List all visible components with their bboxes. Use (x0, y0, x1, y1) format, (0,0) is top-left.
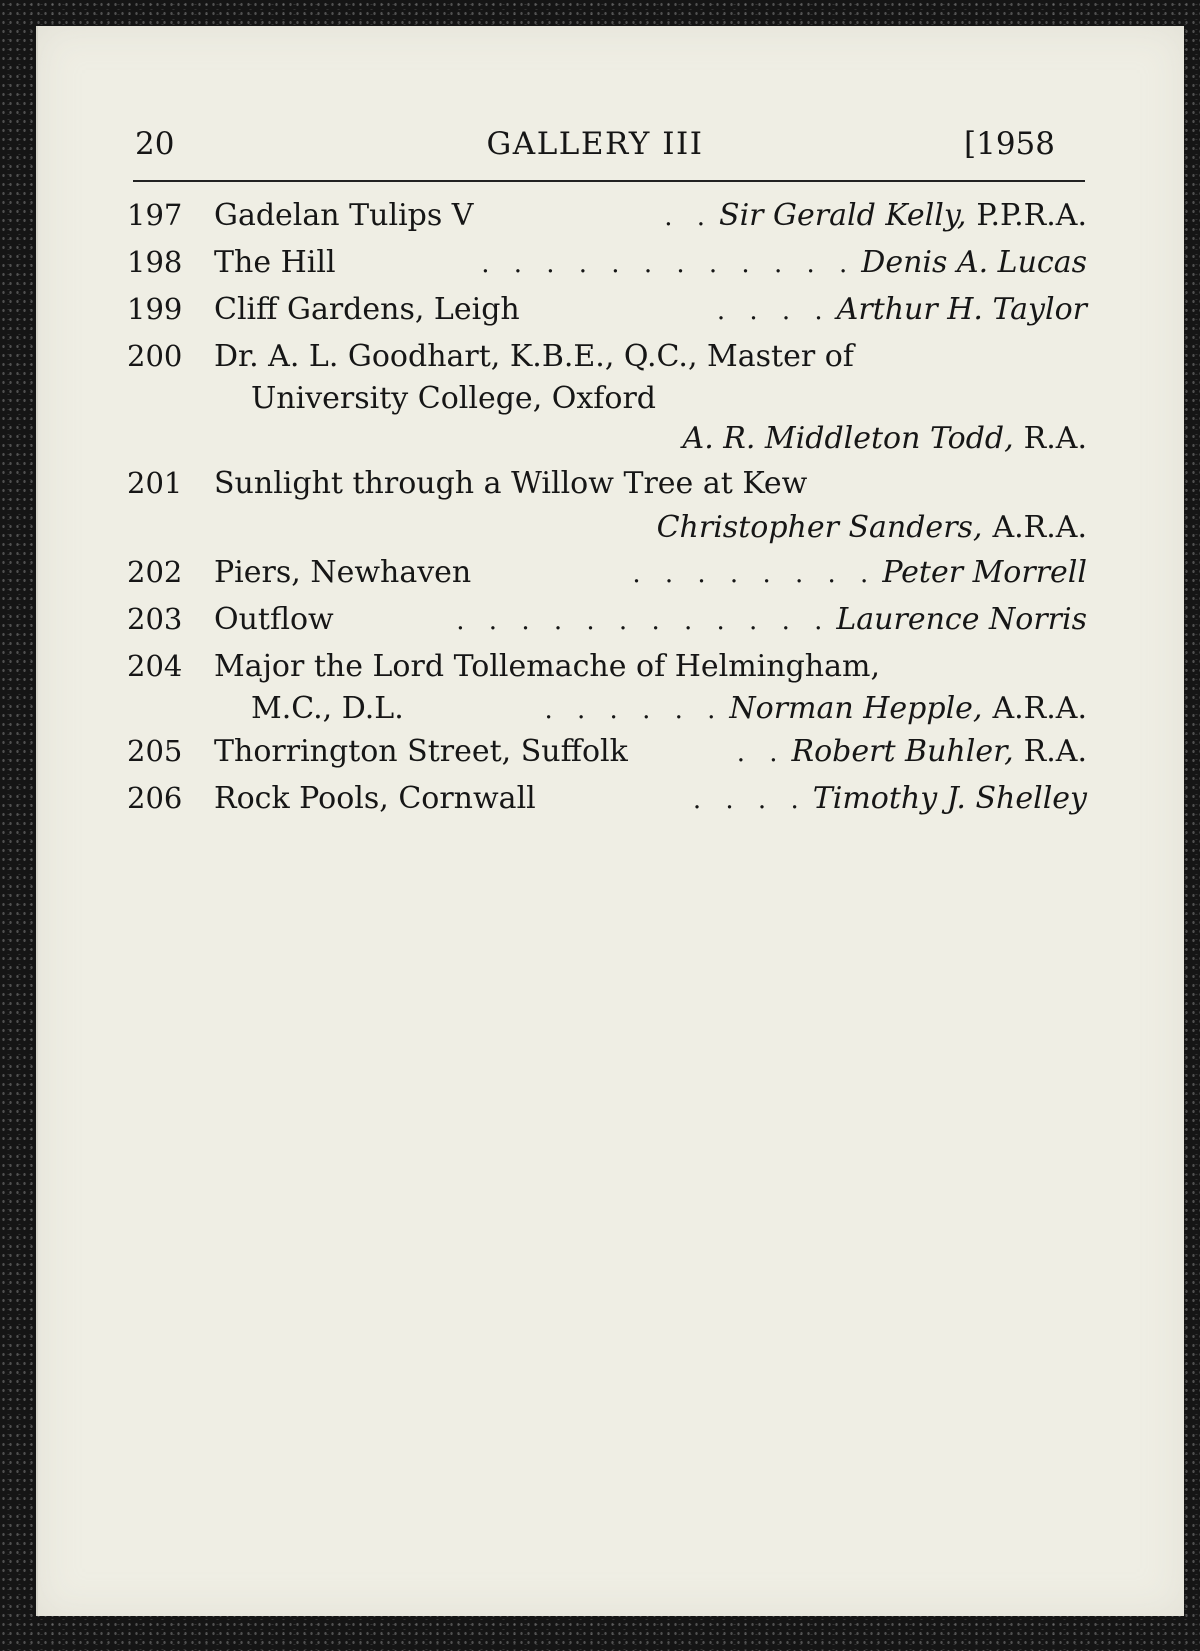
entry-artist: Peter Morrell (882, 555, 1087, 590)
catalogue-entry (127, 728, 1087, 775)
leader-dots: . . . . . . . . (632, 559, 877, 589)
entry-title: Sunlight through a Willow Tree at Kew (214, 466, 808, 501)
catalogue-entry (127, 775, 1087, 822)
entry-number: 198 (127, 245, 183, 279)
entry-title-line2: M.C., D.L. (251, 691, 404, 726)
entry-artist: A. R. Middleton Todd, (682, 421, 1014, 456)
entry-title: The Hill (214, 245, 336, 280)
catalogue-entry (127, 239, 1087, 286)
entry-number: 197 (127, 198, 183, 232)
entry-number: 200 (127, 339, 183, 373)
entry-number: 203 (127, 602, 183, 636)
catalogue-entry (127, 192, 1087, 239)
entry-title-line1: Major the Lord Tollemache of Helmingham, (214, 649, 880, 684)
entry-number: 199 (127, 292, 183, 326)
entry-artist: Sir Gerald Kelly, (719, 198, 967, 233)
leader-dots: . . . . (716, 296, 831, 326)
gallery-title: GALLERY III (486, 126, 704, 162)
entry-honour: A.R.A. (992, 510, 1087, 545)
entry-artist: Laurence Norris (836, 602, 1087, 637)
entry-number: 205 (127, 734, 183, 768)
entry-title: Thorrington Street, Suffolk (214, 734, 628, 769)
entry-artist: Timothy J. Shelley (812, 781, 1087, 816)
entry-title: Piers, Newhaven (214, 555, 472, 590)
entry-artist: Arthur H. Taylor (836, 292, 1087, 327)
entry-title: Outflow (214, 602, 334, 637)
entry-number: 206 (127, 781, 183, 815)
entry-honour: R.A. (1023, 734, 1087, 769)
year-label: [1958 (964, 126, 1055, 162)
leader-dots: . . . . . . . . . . . . (481, 249, 856, 279)
catalogue-entries (127, 192, 1087, 822)
catalogue-entry (127, 460, 1087, 549)
entry-number: 201 (127, 466, 183, 500)
leader-dots: . . . . (692, 785, 807, 815)
entry-title-line1: Dr. A. L. Goodhart, K.B.E., Q.C., Master of (214, 339, 854, 374)
entry-title: Cliff Gardens, Leigh (214, 292, 520, 327)
entry-title: Rock Pools, Cornwall (214, 781, 536, 816)
entry-artist: Denis A. Lucas (861, 245, 1087, 280)
catalogue-entry (127, 286, 1087, 333)
header-rule (133, 180, 1085, 182)
entry-title: Gadelan Tulips V (214, 198, 474, 233)
entry-number: 202 (127, 555, 183, 589)
leader-dots: . . (664, 202, 714, 232)
catalogue-entry (127, 333, 1087, 460)
entry-honour: P.P.R.A. (976, 198, 1087, 233)
catalogue-entry (127, 643, 1087, 728)
leader-dots: . . . . . . (544, 695, 724, 725)
entry-title-line2: University College, Oxford (251, 381, 656, 416)
catalogue-entry (127, 549, 1087, 596)
leader-dots: . . . . . . . . . . . . (456, 606, 831, 636)
leader-dots: . . (736, 738, 786, 768)
running-head (135, 126, 1055, 176)
entry-number: 204 (127, 649, 183, 683)
entry-honour: A.R.A. (992, 691, 1087, 726)
entry-honour: R.A. (1023, 421, 1087, 456)
entry-artist: Robert Buhler, (791, 734, 1014, 769)
page-number: 20 (135, 126, 175, 162)
entry-artist: Christopher Sanders, (656, 510, 983, 545)
entry-artist: Norman Hepple, (729, 691, 983, 726)
catalogue-entry (127, 596, 1087, 643)
